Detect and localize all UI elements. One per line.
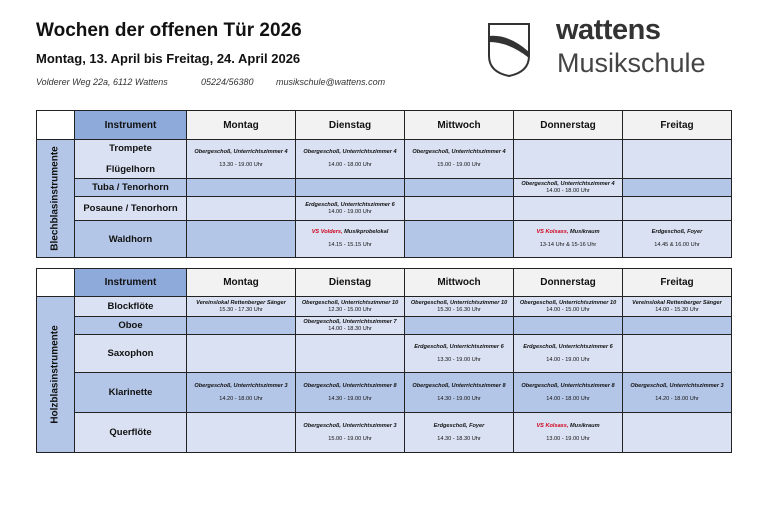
time-text: 14.00 - 18.00 Uhr	[546, 395, 590, 402]
location: Obergeschoß, Unterrichtszimmer 8	[412, 382, 506, 389]
location: Obergeschoß, Unterrichtszimmer 3	[194, 382, 288, 389]
schedule-cell	[514, 297, 623, 317]
instrument-name: Oboe	[118, 320, 143, 331]
location-text	[411, 300, 507, 307]
schedule-cell	[405, 373, 514, 413]
time-text: 14.00 - 19.00 Uhr	[328, 208, 372, 215]
location: Obergeschoß, Unterrichtszimmer 10	[519, 299, 617, 306]
schedule-cell	[623, 197, 732, 221]
schedule-cell	[514, 179, 623, 197]
instrument-label	[75, 335, 187, 373]
schedule-cell	[187, 335, 296, 373]
schedule-cell	[514, 197, 623, 221]
address-text: Volderer Weg 22a, 6112 Wattens	[36, 77, 168, 87]
schedule-cell	[296, 140, 405, 179]
instrument-name: Tuba / Tenorhorn	[92, 182, 169, 193]
location: Musikraum	[568, 422, 600, 429]
instrument-name: Flügelhorn	[105, 164, 156, 175]
logo-wordmark: wattens	[556, 14, 661, 46]
location: Obergeschoß, Unterrichtszimmer 8	[303, 382, 397, 389]
schedule-cell	[296, 197, 405, 221]
location-text	[521, 181, 614, 188]
schedule-cell	[405, 317, 514, 335]
date-range: Montag, 13. April bis Freitag, 24. April 2026	[36, 51, 301, 66]
location-text	[303, 423, 396, 430]
time-text: 14.00 - 18.30 Uhr	[328, 325, 372, 332]
time-text: 15.00 - 19.00 Uhr	[437, 162, 481, 168]
header-blank-cell	[37, 111, 75, 140]
location-text	[536, 423, 599, 430]
time-text: 13.00 - 19.00 Uhr	[546, 435, 590, 442]
time-text: 14.00 - 18.00 Uhr	[328, 162, 372, 168]
header-instrument: Instrument	[75, 269, 187, 297]
location: Musikprobelokal	[342, 229, 389, 236]
email-link[interactable]: musikschule@wattens.com	[276, 77, 386, 87]
schedule-cell	[296, 335, 405, 373]
location-text	[196, 300, 286, 307]
schedule-cell	[623, 179, 732, 197]
schedule-cell	[623, 140, 732, 179]
time-text: 14.00 - 19.00 Uhr	[546, 356, 590, 363]
location-text	[302, 300, 398, 307]
header-instrument: Instrument	[75, 111, 187, 140]
location: Erdgeschoß, Unterrichtszimmer 6	[305, 201, 395, 208]
section-label-text: Holzblasinstrumente	[50, 325, 62, 424]
time-text: 14.30 - 18.30 Uhr	[437, 435, 481, 442]
location-text	[521, 383, 614, 390]
location-text	[652, 229, 703, 236]
schedule-cell	[187, 413, 296, 453]
schedule-cell	[623, 373, 732, 413]
schedule-cell	[187, 317, 296, 335]
header-day: Mittwoch	[405, 269, 514, 297]
location: Obergeschoß, Unterrichtszimmer 4	[194, 149, 288, 156]
time-text: 14.00 - 18.00 Uhr	[546, 187, 590, 194]
schedule-cell	[623, 221, 732, 258]
schedule-cell	[187, 179, 296, 197]
location: Obergeschoß, Unterrichtszimmer 10	[410, 299, 508, 306]
time-text: 14.30 - 19.00 Uhr	[328, 395, 372, 402]
venue-external: VS Kolsass,	[536, 229, 569, 236]
instrument-name: Trompete	[109, 143, 152, 154]
schedule-cell	[405, 140, 514, 179]
location: Erdgeschoß, Foyer	[651, 229, 703, 236]
venue-external: VS Kolsass,	[536, 422, 569, 429]
time-text: 12.30 - 15.00 Uhr	[328, 306, 372, 313]
schedule-cell	[405, 413, 514, 453]
location: Obergeschoß, Unterrichtszimmer 7	[303, 318, 397, 325]
time-text: 14.30 - 19.00 Uhr	[437, 395, 481, 402]
location: Obergeschoß, Unterrichtszimmer 8	[521, 382, 615, 389]
instrument-name: Waldhorn	[108, 233, 153, 245]
location: Obergeschoß, Unterrichtszimmer 3	[303, 422, 397, 429]
schedule-cell	[405, 297, 514, 317]
schedule-cell	[187, 140, 296, 179]
instrument-label	[75, 197, 187, 221]
header-day: Montag	[187, 111, 296, 140]
instrument-name: Saxophon	[107, 348, 154, 359]
instrument-label	[75, 413, 187, 453]
header-day: Dienstag	[296, 269, 405, 297]
schedule-cell	[187, 297, 296, 317]
schedule-cell	[514, 317, 623, 335]
page-title: Wochen der offenen Tür 2026	[36, 20, 302, 41]
location: Erdgeschoß, Foyer	[433, 422, 485, 429]
time-text: 15.30 - 17.30 Uhr	[219, 306, 263, 313]
instrument-name: Posaune / Tenorhorn	[83, 203, 178, 214]
location: Erdgeschoß, Unterrichtszimmer 6	[414, 343, 504, 350]
instrument-label	[75, 140, 187, 179]
logo-subtitle: Musikschule	[557, 48, 706, 78]
location-text	[412, 149, 505, 156]
schedule-cell	[296, 297, 405, 317]
schedule-cell	[296, 413, 405, 453]
header-day: Dienstag	[296, 111, 405, 140]
location: Erdgeschoß, Unterrichtszimmer 6	[523, 343, 613, 350]
location: Obergeschoß, Unterrichtszimmer 4	[303, 149, 397, 156]
schedule-cell	[296, 179, 405, 197]
location: Obergeschoß, Unterrichtszimmer 10	[301, 299, 399, 306]
instrument-label	[75, 179, 187, 197]
location-text	[303, 149, 396, 156]
schedule-cell	[405, 221, 514, 258]
schedule-cell	[623, 297, 732, 317]
header-day: Freitag	[623, 269, 732, 297]
time-text: 15.30 - 16.30 Uhr	[437, 306, 481, 313]
woodwind-table	[36, 268, 732, 453]
header-day: Donnerstag	[514, 269, 623, 297]
location-text	[312, 229, 389, 236]
shield-icon	[487, 22, 531, 78]
location-text	[303, 383, 396, 390]
header-day: Mittwoch	[405, 111, 514, 140]
instrument-name: Querflöte	[109, 427, 152, 438]
schedule-cell	[623, 317, 732, 335]
header-blank-cell	[37, 269, 75, 297]
schedule-cell	[405, 179, 514, 197]
time-text: 14.00 - 15.30 Uhr	[655, 306, 699, 313]
header-day: Donnerstag	[514, 111, 623, 140]
time-text: 13-14 Uhr & 15-16 Uhr	[539, 242, 597, 248]
location-text	[434, 423, 485, 430]
location-text	[632, 300, 722, 307]
time-text: 14.45 & 16.00 Uhr	[654, 242, 700, 248]
time-text: 14.20 - 18.00 Uhr	[655, 395, 699, 402]
brass-table	[36, 110, 732, 258]
instrument-label	[75, 317, 187, 335]
instrument-name: Klarinette	[108, 387, 153, 398]
section-label	[37, 140, 75, 258]
location-text	[194, 149, 287, 156]
venue-external: VS Volders,	[311, 229, 343, 236]
location: Obergeschoß, Unterrichtszimmer 4	[412, 149, 506, 156]
location: Vereinslokal Rettenberger Sänger	[196, 299, 286, 306]
instrument-label	[75, 221, 187, 258]
schedule-cell	[187, 373, 296, 413]
location: Musikraum	[568, 229, 600, 236]
location-text	[414, 344, 504, 351]
instrument-label	[75, 297, 187, 317]
location-text	[520, 300, 616, 307]
time-text: 14.00 - 15.00 Uhr	[546, 306, 590, 313]
schedule-cell	[296, 317, 405, 335]
instrument-name: Blockflöte	[107, 301, 154, 312]
schedule-cell	[296, 373, 405, 413]
location-text	[412, 383, 505, 390]
section-label	[37, 297, 75, 453]
schedule-cell	[405, 335, 514, 373]
time-text: 13.30 - 19.00 Uhr	[437, 356, 481, 363]
header-day: Montag	[187, 269, 296, 297]
schedule-cell	[623, 335, 732, 373]
time-text: 14.20 - 18.00 Uhr	[219, 395, 263, 402]
section-label-text: Blechblasinstrumente	[50, 146, 62, 251]
instrument-label	[75, 373, 187, 413]
schedule-cell	[514, 140, 623, 179]
time-text: 13.30 - 19.00 Uhr	[219, 162, 263, 168]
schedule-cell	[514, 221, 623, 258]
time-text: 14.15 - 15.15 Uhr	[328, 242, 372, 248]
time-text: 15.00 - 19.00 Uhr	[328, 435, 372, 442]
location: Vereinslokal Rettenberger Sänger	[632, 299, 722, 306]
schedule-cell	[405, 197, 514, 221]
schedule-cell	[514, 335, 623, 373]
location-text	[630, 383, 723, 390]
schedule-cell	[514, 373, 623, 413]
schedule-cell	[296, 221, 405, 258]
phone-text: 05224/56380	[201, 77, 254, 87]
location-text	[305, 202, 395, 209]
location-text	[523, 344, 613, 351]
schedule-cell	[187, 221, 296, 258]
location-text	[194, 383, 287, 390]
header-day: Freitag	[623, 111, 732, 140]
location: Obergeschoß, Unterrichtszimmer 4	[521, 180, 615, 187]
schedule-cell	[514, 413, 623, 453]
location-text	[536, 229, 599, 236]
schedule-cell	[623, 413, 732, 453]
location: Obergeschoß, Unterrichtszimmer 3	[630, 382, 724, 389]
location-text	[303, 319, 396, 326]
schedule-cell	[187, 197, 296, 221]
